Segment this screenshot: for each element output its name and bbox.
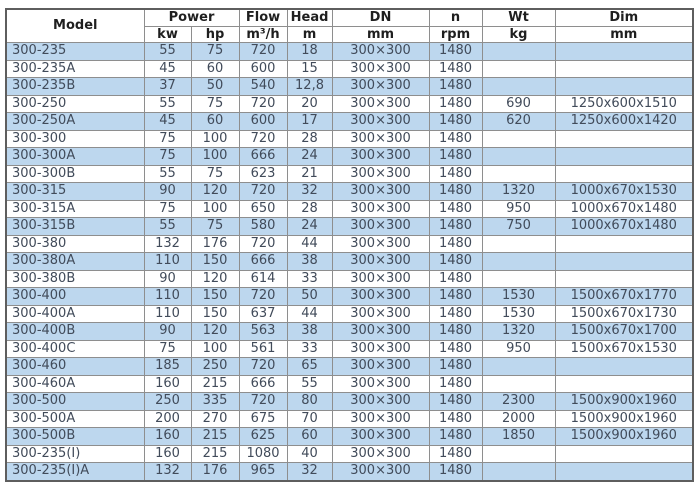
table-cell: 1480 [429, 340, 482, 358]
header-unit-head: m [287, 26, 332, 43]
table-body [6, 43, 693, 481]
table-cell: 37 [144, 78, 191, 96]
table-cell: 100 [191, 340, 239, 358]
table-cell: 1480 [429, 165, 482, 183]
table-cell: 132 [144, 463, 191, 481]
table-cell: 720 [239, 95, 287, 113]
table-cell: 1480 [429, 43, 482, 61]
table-cell: 1250x600x1420 [555, 113, 693, 131]
table-cell: 75 [191, 218, 239, 236]
table-cell: 1480 [429, 183, 482, 201]
table-cell: 750 [482, 218, 555, 236]
table-cell: 300×300 [332, 288, 429, 306]
model-cell: 300-300 [6, 130, 144, 148]
table-cell [482, 130, 555, 148]
table-cell: 650 [239, 200, 287, 218]
table-row [6, 445, 693, 463]
model-cell: 300-235A [6, 60, 144, 78]
table-cell: 150 [191, 288, 239, 306]
table-cell: 1500x900x1960 [555, 428, 693, 446]
model-cell: 300-500A [6, 410, 144, 428]
table-cell: 300×300 [332, 428, 429, 446]
table-cell: 120 [191, 323, 239, 341]
table-cell [555, 270, 693, 288]
model-cell: 300-315A [6, 200, 144, 218]
table-cell: 120 [191, 270, 239, 288]
table-cell: 300×300 [332, 235, 429, 253]
table-cell: 150 [191, 253, 239, 271]
table-cell: 38 [287, 253, 332, 271]
table-cell: 1000x670x1530 [555, 183, 693, 201]
model-cell: 300-235(I)A [6, 463, 144, 481]
table-cell: 1480 [429, 270, 482, 288]
table-row [6, 78, 693, 96]
table-cell: 1320 [482, 183, 555, 201]
table-cell: 1480 [429, 428, 482, 446]
table-cell: 55 [144, 165, 191, 183]
table-cell: 215 [191, 428, 239, 446]
table-cell: 1000x670x1480 [555, 218, 693, 236]
table-cell: 110 [144, 288, 191, 306]
header-unit-kw: kw [144, 26, 191, 43]
table-cell: 1480 [429, 288, 482, 306]
table-cell: 720 [239, 288, 287, 306]
table-cell: 250 [144, 393, 191, 411]
table-cell: 24 [287, 218, 332, 236]
table-row [6, 340, 693, 358]
table-cell [555, 358, 693, 376]
table-cell: 1480 [429, 148, 482, 166]
table-cell: 1480 [429, 323, 482, 341]
table-cell [482, 445, 555, 463]
table-row [6, 200, 693, 218]
table-cell: 1500x670x1700 [555, 323, 693, 341]
table-cell: 70 [287, 410, 332, 428]
table-cell: 45 [144, 113, 191, 131]
table-cell: 1480 [429, 113, 482, 131]
table-cell: 1530 [482, 288, 555, 306]
table-cell: 90 [144, 183, 191, 201]
table-cell: 1480 [429, 393, 482, 411]
table-cell: 33 [287, 270, 332, 288]
table-cell: 21 [287, 165, 332, 183]
table-cell: 1320 [482, 323, 555, 341]
table-cell: 950 [482, 200, 555, 218]
table-cell [482, 78, 555, 96]
table-cell: 1480 [429, 218, 482, 236]
model-cell: 300-500 [6, 393, 144, 411]
table-cell: 950 [482, 340, 555, 358]
table-cell: 690 [482, 95, 555, 113]
table-cell: 200 [144, 410, 191, 428]
table-cell: 300×300 [332, 375, 429, 393]
table-cell: 250 [191, 358, 239, 376]
table-cell [555, 78, 693, 96]
table-cell: 1500x900x1960 [555, 410, 693, 428]
table-cell: 65 [287, 358, 332, 376]
table-cell: 1250x600x1510 [555, 95, 693, 113]
table-cell: 300×300 [332, 43, 429, 61]
table-cell: 2300 [482, 393, 555, 411]
table-cell: 176 [191, 463, 239, 481]
table-cell: 300×300 [332, 183, 429, 201]
table-cell: 1480 [429, 410, 482, 428]
table-cell: 300×300 [332, 60, 429, 78]
table-cell: 666 [239, 253, 287, 271]
header-wt: Wt [482, 9, 555, 26]
table-cell: 100 [191, 200, 239, 218]
table-cell [482, 148, 555, 166]
table-row [6, 218, 693, 236]
table-cell [482, 253, 555, 271]
table-cell: 620 [482, 113, 555, 131]
table-row [6, 148, 693, 166]
table-cell [555, 375, 693, 393]
table-row [6, 323, 693, 341]
table-cell: 40 [287, 445, 332, 463]
header-unit-dim: mm [555, 26, 693, 43]
table-cell [555, 445, 693, 463]
model-cell: 300-500B [6, 428, 144, 446]
table-cell [555, 235, 693, 253]
table-cell: 270 [191, 410, 239, 428]
table-cell: 12,8 [287, 78, 332, 96]
table-row [6, 235, 693, 253]
table-cell: 1480 [429, 305, 482, 323]
table-cell: 300×300 [332, 445, 429, 463]
table-cell: 625 [239, 428, 287, 446]
table-row [6, 43, 693, 61]
table-cell: 45 [144, 60, 191, 78]
table-cell [555, 130, 693, 148]
table-cell [555, 148, 693, 166]
table-cell: 75 [144, 200, 191, 218]
model-cell: 300-380B [6, 270, 144, 288]
table-cell: 300×300 [332, 253, 429, 271]
header-power: Power [144, 9, 239, 26]
table-cell: 720 [239, 183, 287, 201]
table-cell: 32 [287, 463, 332, 481]
table-cell: 55 [144, 43, 191, 61]
table-cell: 33 [287, 340, 332, 358]
table-cell: 50 [287, 288, 332, 306]
table-row [6, 165, 693, 183]
header-dim: Dim [555, 9, 693, 26]
table-row [6, 95, 693, 113]
table-cell: 90 [144, 323, 191, 341]
table-cell: 15 [287, 60, 332, 78]
table-cell: 335 [191, 393, 239, 411]
table-cell: 580 [239, 218, 287, 236]
table-cell: 300×300 [332, 95, 429, 113]
table-cell [482, 235, 555, 253]
table-cell: 300×300 [332, 78, 429, 96]
table-cell: 60 [191, 60, 239, 78]
table-cell [482, 270, 555, 288]
table-cell: 300×300 [332, 218, 429, 236]
table-cell: 300×300 [332, 130, 429, 148]
table-cell: 18 [287, 43, 332, 61]
model-cell: 300-400B [6, 323, 144, 341]
pump-specifications-table [5, 8, 694, 482]
table-cell: 1500x670x1770 [555, 288, 693, 306]
table-cell: 17 [287, 113, 332, 131]
table-cell: 75 [191, 165, 239, 183]
table-cell: 1500x670x1530 [555, 340, 693, 358]
table-cell: 75 [191, 95, 239, 113]
table-cell: 540 [239, 78, 287, 96]
table-row [6, 463, 693, 481]
table-cell: 1480 [429, 253, 482, 271]
table-cell: 38 [287, 323, 332, 341]
table-cell: 666 [239, 375, 287, 393]
table-cell: 720 [239, 358, 287, 376]
table-cell: 32 [287, 183, 332, 201]
table-cell: 150 [191, 305, 239, 323]
table-cell: 1500x670x1730 [555, 305, 693, 323]
table-cell: 614 [239, 270, 287, 288]
table-cell: 300×300 [332, 463, 429, 481]
model-cell: 300-235(I) [6, 445, 144, 463]
table-cell: 75 [191, 43, 239, 61]
table-cell: 110 [144, 305, 191, 323]
model-cell: 300-380 [6, 235, 144, 253]
table-cell: 75 [144, 148, 191, 166]
table-cell: 185 [144, 358, 191, 376]
table-cell: 75 [144, 130, 191, 148]
table-cell: 300×300 [332, 393, 429, 411]
table-cell: 300×300 [332, 200, 429, 218]
table-cell: 160 [144, 445, 191, 463]
table-cell: 300×300 [332, 165, 429, 183]
table-cell: 44 [287, 305, 332, 323]
table-cell [555, 463, 693, 481]
table-cell: 50 [191, 78, 239, 96]
table-cell: 55 [144, 95, 191, 113]
table-cell [482, 358, 555, 376]
table-cell: 1850 [482, 428, 555, 446]
model-cell: 300-235 [6, 43, 144, 61]
model-cell: 300-460 [6, 358, 144, 376]
model-cell: 300-315 [6, 183, 144, 201]
table-row [6, 428, 693, 446]
table-cell: 55 [144, 218, 191, 236]
model-cell: 300-460A [6, 375, 144, 393]
table-cell: 20 [287, 95, 332, 113]
table-cell: 100 [191, 148, 239, 166]
table-cell: 176 [191, 235, 239, 253]
header-unit-flow: m³/h [239, 26, 287, 43]
table-cell [482, 60, 555, 78]
table-row [6, 375, 693, 393]
table-row [6, 183, 693, 201]
table-cell: 110 [144, 253, 191, 271]
table-cell [482, 375, 555, 393]
table-cell: 675 [239, 410, 287, 428]
table-cell: 215 [191, 445, 239, 463]
table-cell: 1480 [429, 130, 482, 148]
table-cell [482, 43, 555, 61]
table-cell: 1530 [482, 305, 555, 323]
table-cell: 60 [287, 428, 332, 446]
table-row [6, 393, 693, 411]
table-cell: 44 [287, 235, 332, 253]
model-cell: 300-315B [6, 218, 144, 236]
header-unit-dn: mm [332, 26, 429, 43]
header-unit-wt: kg [482, 26, 555, 43]
model-cell: 300-300B [6, 165, 144, 183]
header-row-labels [6, 9, 693, 26]
model-cell: 300-400A [6, 305, 144, 323]
table-cell: 80 [287, 393, 332, 411]
table-cell: 600 [239, 113, 287, 131]
header-unit-hp: hp [191, 26, 239, 43]
table-cell: 1480 [429, 60, 482, 78]
table-row [6, 305, 693, 323]
table-cell: 300×300 [332, 340, 429, 358]
table-cell [482, 165, 555, 183]
model-cell: 300-235B [6, 78, 144, 96]
model-cell: 300-250 [6, 95, 144, 113]
table-cell: 300×300 [332, 148, 429, 166]
header-dn: DN [332, 9, 429, 26]
table-cell: 300×300 [332, 358, 429, 376]
table-cell: 1500x900x1960 [555, 393, 693, 411]
table-cell: 1480 [429, 78, 482, 96]
table-cell: 160 [144, 428, 191, 446]
table-cell: 1480 [429, 358, 482, 376]
table-row [6, 410, 693, 428]
table-cell: 720 [239, 43, 287, 61]
table-cell: 1480 [429, 235, 482, 253]
model-cell: 300-400 [6, 288, 144, 306]
table-cell: 120 [191, 183, 239, 201]
model-cell: 300-250A [6, 113, 144, 131]
table-cell [555, 253, 693, 271]
table-cell: 1480 [429, 445, 482, 463]
table-cell: 300×300 [332, 323, 429, 341]
header-flow: Flow [239, 9, 287, 26]
table-header [6, 9, 693, 43]
table-cell: 965 [239, 463, 287, 481]
table-cell: 132 [144, 235, 191, 253]
header-head: Head [287, 9, 332, 26]
table-cell: 720 [239, 235, 287, 253]
table-cell: 1480 [429, 463, 482, 481]
table-cell: 1480 [429, 375, 482, 393]
table-cell: 300×300 [332, 305, 429, 323]
table-cell: 300×300 [332, 410, 429, 428]
table-cell: 55 [287, 375, 332, 393]
header-model: Model [6, 9, 144, 43]
table-cell: 100 [191, 130, 239, 148]
table-cell [555, 60, 693, 78]
table-row [6, 60, 693, 78]
table-row [6, 130, 693, 148]
table-cell: 600 [239, 60, 287, 78]
model-cell: 300-300A [6, 148, 144, 166]
table-cell: 720 [239, 393, 287, 411]
table-row [6, 358, 693, 376]
table-cell: 563 [239, 323, 287, 341]
table-cell: 75 [144, 340, 191, 358]
table-cell: 561 [239, 340, 287, 358]
table-cell: 300×300 [332, 113, 429, 131]
table-cell: 24 [287, 148, 332, 166]
table-cell: 2000 [482, 410, 555, 428]
model-cell: 300-380A [6, 253, 144, 271]
table-cell: 28 [287, 130, 332, 148]
table-cell: 1000x670x1480 [555, 200, 693, 218]
table-cell: 666 [239, 148, 287, 166]
header-unit-n: rpm [429, 26, 482, 43]
table-cell: 1080 [239, 445, 287, 463]
table-cell: 90 [144, 270, 191, 288]
table-cell: 1480 [429, 200, 482, 218]
table-row [6, 113, 693, 131]
table-cell [555, 165, 693, 183]
table-cell: 1480 [429, 95, 482, 113]
table-cell [482, 463, 555, 481]
table-cell [555, 43, 693, 61]
table-cell: 160 [144, 375, 191, 393]
model-cell: 300-400C [6, 340, 144, 358]
table-cell: 637 [239, 305, 287, 323]
table-row [6, 270, 693, 288]
table-cell: 28 [287, 200, 332, 218]
table-cell: 60 [191, 113, 239, 131]
table-row [6, 253, 693, 271]
table-cell: 720 [239, 130, 287, 148]
table-row [6, 288, 693, 306]
table-cell: 215 [191, 375, 239, 393]
table-cell: 623 [239, 165, 287, 183]
table-cell: 300×300 [332, 270, 429, 288]
header-n: n [429, 9, 482, 26]
